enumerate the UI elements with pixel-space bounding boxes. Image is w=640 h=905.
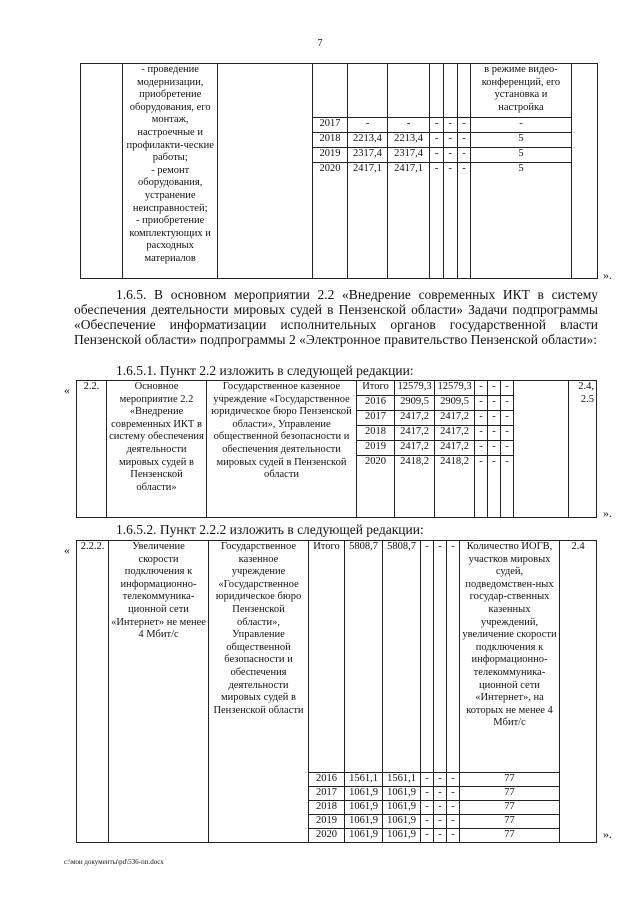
ref-cell: [571, 64, 597, 279]
total-cell: 2909,5: [395, 396, 435, 411]
dash-cell: -: [488, 411, 501, 426]
total-cell: 2213,4: [347, 133, 387, 148]
value-cell: 77: [460, 815, 560, 829]
regional-cell: 1061,9: [383, 815, 421, 829]
value-cell: 5: [471, 148, 571, 163]
dash-cell: -: [488, 426, 501, 441]
regional-cell: 1061,9: [383, 787, 421, 801]
total-cell: 2417,1: [347, 163, 387, 279]
dash-cell: -: [501, 426, 514, 441]
regional-cell: 2418,2: [435, 456, 475, 518]
year-cell: 2020: [357, 456, 395, 518]
dash-cell: -: [457, 133, 471, 148]
regional-cell: 2417,2: [435, 426, 475, 441]
num-cell: 2.2.: [77, 381, 107, 518]
regional-cell: 2909,5: [435, 396, 475, 411]
value-cell: 77: [460, 801, 560, 815]
open-quote: «: [64, 383, 70, 397]
dash-cell: -: [457, 118, 471, 133]
ref-cell: 2.4: [560, 541, 597, 843]
dash-cell: -: [421, 787, 434, 801]
year-cell: 2017: [313, 118, 348, 133]
page-number: 7: [317, 38, 323, 49]
dash-cell: -: [475, 381, 488, 396]
year-cell: 2018: [309, 801, 345, 815]
num-cell: 2.2.2.: [77, 541, 109, 843]
regional-cell: 2417,1: [388, 163, 430, 279]
total-cell: 2317,4: [347, 148, 387, 163]
regional-cell: 12579,3: [435, 381, 475, 396]
dash-cell: -: [443, 133, 457, 148]
empty-cell: [347, 64, 387, 118]
dash-cell: -: [430, 133, 444, 148]
regional-cell: 5808,7: [383, 541, 421, 773]
dash-cell: -: [447, 541, 460, 773]
dash-cell: -: [475, 411, 488, 426]
dash-cell: -: [421, 815, 434, 829]
executor-cell: Государственное казенное учреждение «Государственное юридическое бюро Пензенской области», Управление общественной безопасности и обеспечения деятельности мировых судей в Пензенской области: [209, 541, 309, 843]
dash-cell: -: [447, 787, 460, 801]
dash-cell: -: [447, 773, 460, 787]
paragraph-1-6-5: 1.6.5. В основном мероприятии 2.2 «Внедрение современных ИКТ в систему обеспечения деятельности мировых судей в Пензенской области» Задачи подпрограммы «Обеспечение информатизации исполнительных органов государственной власти Пензенской области» подпрограммы 2 «Электронное правительство Пензенской области»:: [74, 287, 598, 347]
regional-cell: 2417,2: [435, 441, 475, 456]
empty-cell: [443, 64, 457, 118]
table-continuation: [80, 63, 598, 279]
year-cell: 2018: [357, 426, 395, 441]
dash-cell: -: [501, 396, 514, 411]
total-cell: -: [347, 118, 387, 133]
dash-cell: -: [447, 815, 460, 829]
value-cell: 77: [460, 829, 560, 843]
total-cell: 2417,2: [395, 441, 435, 456]
dash-cell: -: [421, 773, 434, 787]
year-cell: 2020: [313, 163, 348, 279]
dash-cell: -: [421, 829, 434, 843]
dash-cell: -: [501, 411, 514, 426]
close-quote: ».: [603, 268, 612, 282]
total-cell: 1061,9: [345, 801, 383, 815]
regional-cell: 1061,9: [383, 829, 421, 843]
close-quote: ».: [603, 827, 612, 841]
total-cell: 5808,7: [345, 541, 383, 773]
total-cell: 1561,1: [345, 773, 383, 787]
executor-cell: Государственное казенное учреждение «Государственное юридическое бюро Пензенской области», Управление общественной безопасности и обеспечения деятельности мировых судей в Пензенской области: [207, 381, 357, 518]
dash-cell: -: [447, 801, 460, 815]
dash-cell: -: [447, 829, 460, 843]
regional-cell: -: [388, 118, 430, 133]
total-cell: 1061,9: [345, 787, 383, 801]
value-cell: -: [471, 118, 571, 133]
dash-cell: -: [430, 148, 444, 163]
regional-cell: 1061,9: [383, 801, 421, 815]
ref-cell: 2.4, 2.5: [569, 381, 597, 518]
total-cell: 2417,2: [395, 411, 435, 426]
indicator-cell: Количество ИОГВ, участков мировых судей, подведомствен-ных государ-ственных казенных учреждений, увеличение скорости подключения к информационно-телекоммуника-ционной сети «Интернет», на которых не менее 4 Мбит/с: [460, 541, 560, 773]
dash-cell: -: [443, 148, 457, 163]
dash-cell: -: [421, 801, 434, 815]
footer-file-path: c:\мои документы\pd\536-пп.docx: [64, 858, 164, 866]
dash-cell: -: [434, 787, 447, 801]
dash-cell: -: [434, 773, 447, 787]
total-cell: 2418,2: [395, 456, 435, 518]
empty-cell: [388, 64, 430, 118]
name-cell: Увеличение скорости подключения к информационно-телекоммуника-ционной сети «Интернет» не менее 4 Мбит/с: [109, 541, 209, 843]
empty-cell: [457, 64, 471, 118]
indicator-cell: в режиме видео-конференций, его установка и настройка: [471, 64, 571, 118]
measures-cell: - проведение модернизации, приобретение оборудования, его монтаж, настроечные и профилакти-ческие работы; - ремонт оборудования, устранение неисправностей; - приобретение комплектующих и расходных материалов: [123, 64, 218, 279]
dash-cell: -: [488, 441, 501, 456]
paragraph-1-6-5-1: 1.6.5.1. Пункт 2.2 изложить в следующей редакции:: [116, 363, 414, 378]
year-cell: 2016: [309, 773, 345, 787]
name-cell: Основное мероприятие 2.2 «Внедрение современных ИКТ в систему обеспечения деятельности мировых судей в Пензенской области»: [107, 381, 207, 518]
year-cell: 2020: [309, 829, 345, 843]
dash-cell: -: [501, 381, 514, 396]
dash-cell: -: [434, 829, 447, 843]
dash-cell: -: [443, 118, 457, 133]
empty-cell: [313, 64, 348, 118]
table-2-2: [76, 380, 597, 518]
dash-cell: -: [443, 163, 457, 279]
dash-cell: -: [475, 396, 488, 411]
regional-cell: 1561,1: [383, 773, 421, 787]
year-cell: 2019: [357, 441, 395, 456]
year-cell: Итого: [357, 381, 395, 396]
dash-cell: -: [457, 163, 471, 279]
dash-cell: -: [488, 396, 501, 411]
dash-cell: -: [457, 148, 471, 163]
dash-cell: -: [475, 441, 488, 456]
value-cell: 77: [460, 773, 560, 787]
year-cell: Итого: [309, 541, 345, 773]
dash-cell: -: [430, 163, 444, 279]
dash-cell: -: [421, 541, 434, 773]
year-cell: 2016: [357, 396, 395, 411]
regional-cell: 2317,4: [388, 148, 430, 163]
dash-cell: -: [488, 456, 501, 518]
dash-cell: -: [434, 815, 447, 829]
dash-cell: -: [475, 426, 488, 441]
total-cell: 2417,2: [395, 426, 435, 441]
dash-cell: -: [488, 381, 501, 396]
open-quote: «: [64, 543, 70, 557]
regional-cell: 2417,2: [435, 411, 475, 426]
value-cell: 5: [471, 133, 571, 148]
total-cell: 12579,3: [395, 381, 435, 396]
year-cell: 2019: [313, 148, 348, 163]
dash-cell: -: [434, 801, 447, 815]
executor-cell: [218, 64, 313, 279]
dash-cell: -: [475, 456, 488, 518]
indicator-cell: [514, 381, 569, 518]
paragraph-1-6-5-2: 1.6.5.2. Пункт 2.2.2 изложить в следующей редакции:: [116, 522, 424, 537]
value-cell: 77: [460, 787, 560, 801]
total-cell: 1061,9: [345, 815, 383, 829]
dash-cell: -: [430, 118, 444, 133]
dash-cell: -: [434, 541, 447, 773]
regional-cell: 2213,4: [388, 133, 430, 148]
year-cell: 2017: [309, 787, 345, 801]
year-cell: 2019: [309, 815, 345, 829]
close-quote: ».: [603, 506, 612, 520]
dash-cell: -: [501, 441, 514, 456]
value-cell: 5: [471, 163, 571, 279]
dash-cell: -: [501, 456, 514, 518]
year-cell: 2018: [313, 133, 348, 148]
year-cell: 2017: [357, 411, 395, 426]
table-2-2-2: [76, 540, 597, 843]
total-cell: 1061,9: [345, 829, 383, 843]
empty-cell: [430, 64, 444, 118]
num-cell: [81, 64, 123, 279]
